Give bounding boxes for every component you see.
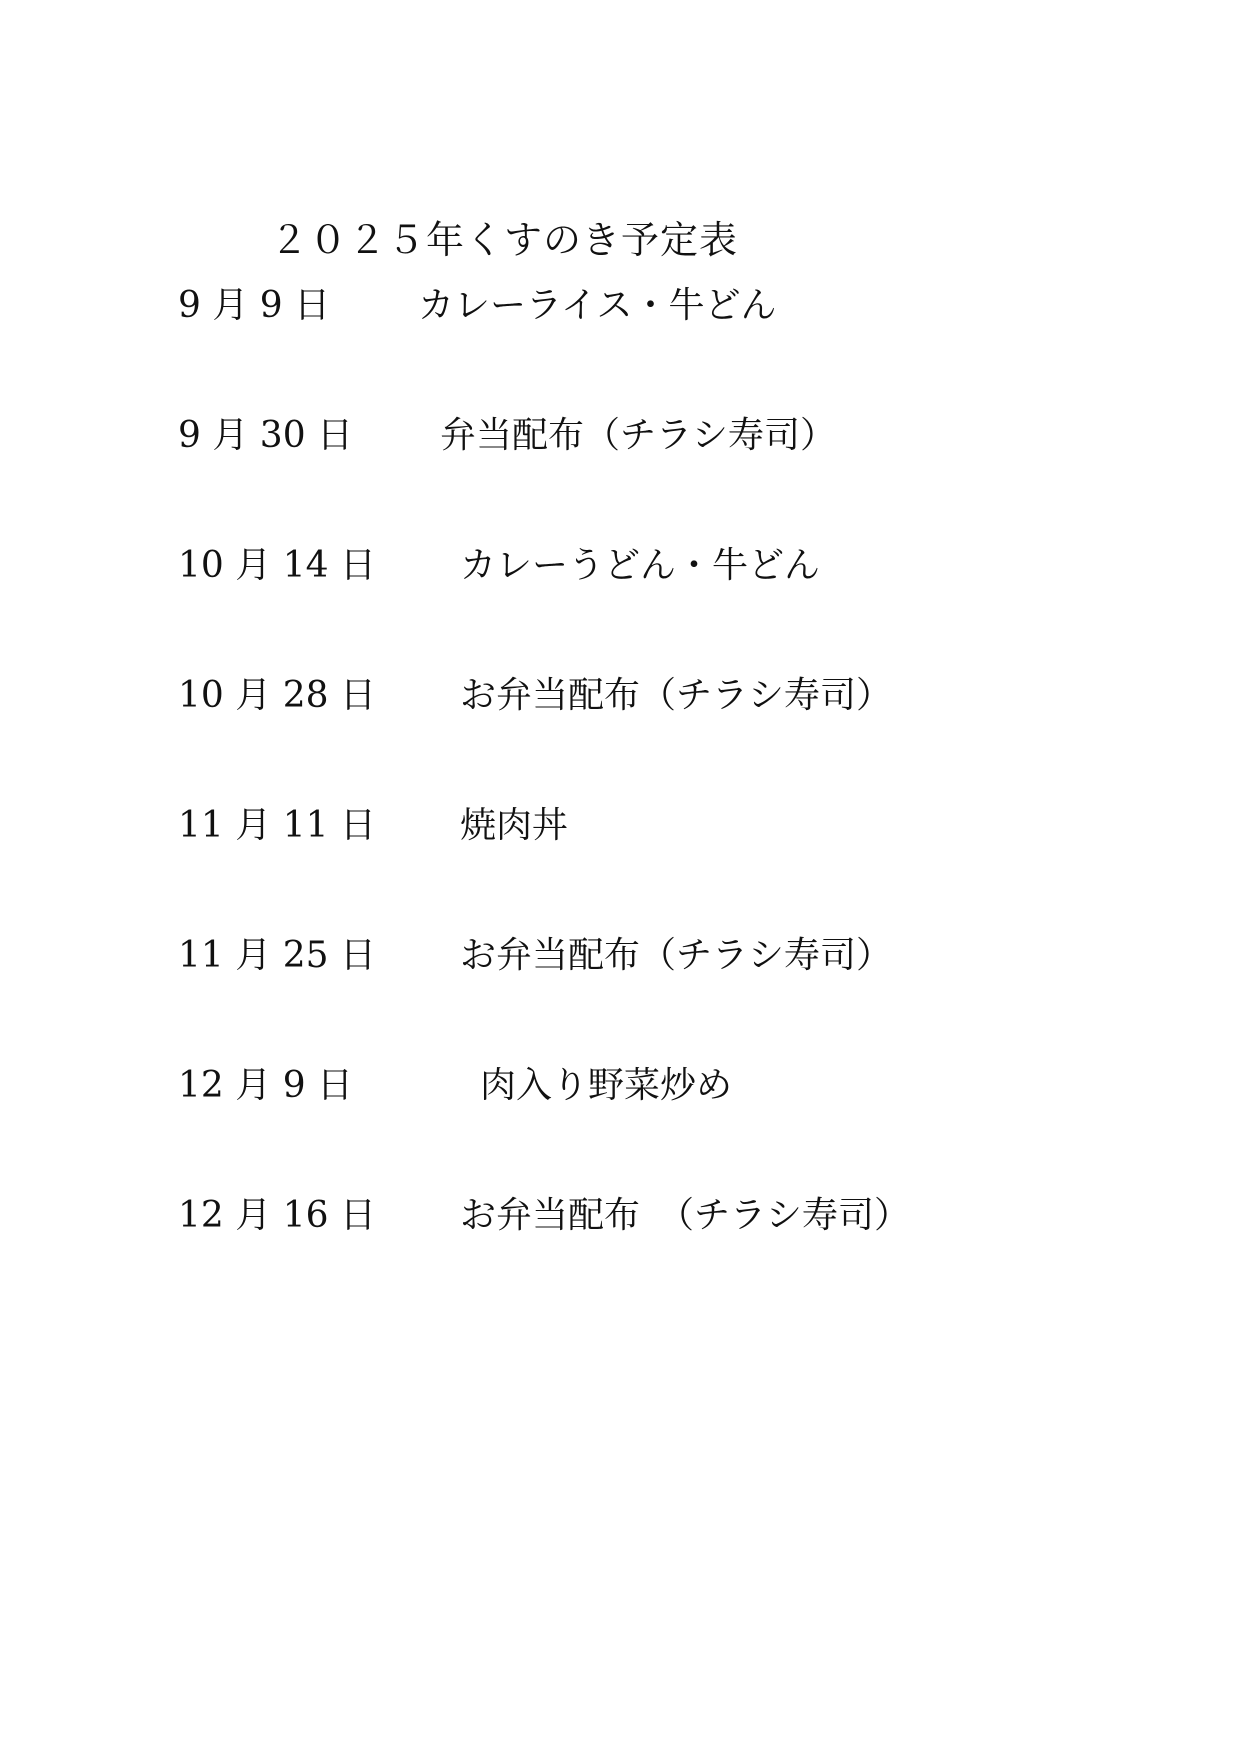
schedule-date: 11 月 25 日 <box>178 935 376 976</box>
schedule-date: 11 月 11 日 <box>178 805 376 846</box>
document-title: ２０２５年くすのき予定表 <box>270 218 739 262</box>
schedule-date: 9 月 30 日 <box>178 415 354 456</box>
schedule-date: 10 月 28 日 <box>178 675 376 716</box>
schedule-menu: 弁当配布（チラシ寿司） <box>440 415 837 456</box>
schedule-menu: お弁当配布（チラシ寿司） <box>460 935 893 976</box>
schedule-menu: お弁当配布（チラシ寿司） <box>460 675 893 716</box>
schedule-menu: カレーうどん・牛どん <box>460 545 821 586</box>
schedule-menu: お弁当配布 （チラシ寿司） <box>460 1195 911 1236</box>
schedule-menu: 焼肉丼 <box>460 805 569 846</box>
schedule-menu: 肉入り野菜炒め <box>480 1065 733 1106</box>
schedule-menu: カレーライス・牛どん <box>418 285 777 326</box>
schedule-date: 10 月 14 日 <box>178 545 376 586</box>
schedule-date: 12 月 16 日 <box>178 1195 376 1236</box>
schedule-date: 9 月 9 日 <box>178 285 331 326</box>
schedule-date: 12 月 9 日 <box>178 1065 354 1106</box>
